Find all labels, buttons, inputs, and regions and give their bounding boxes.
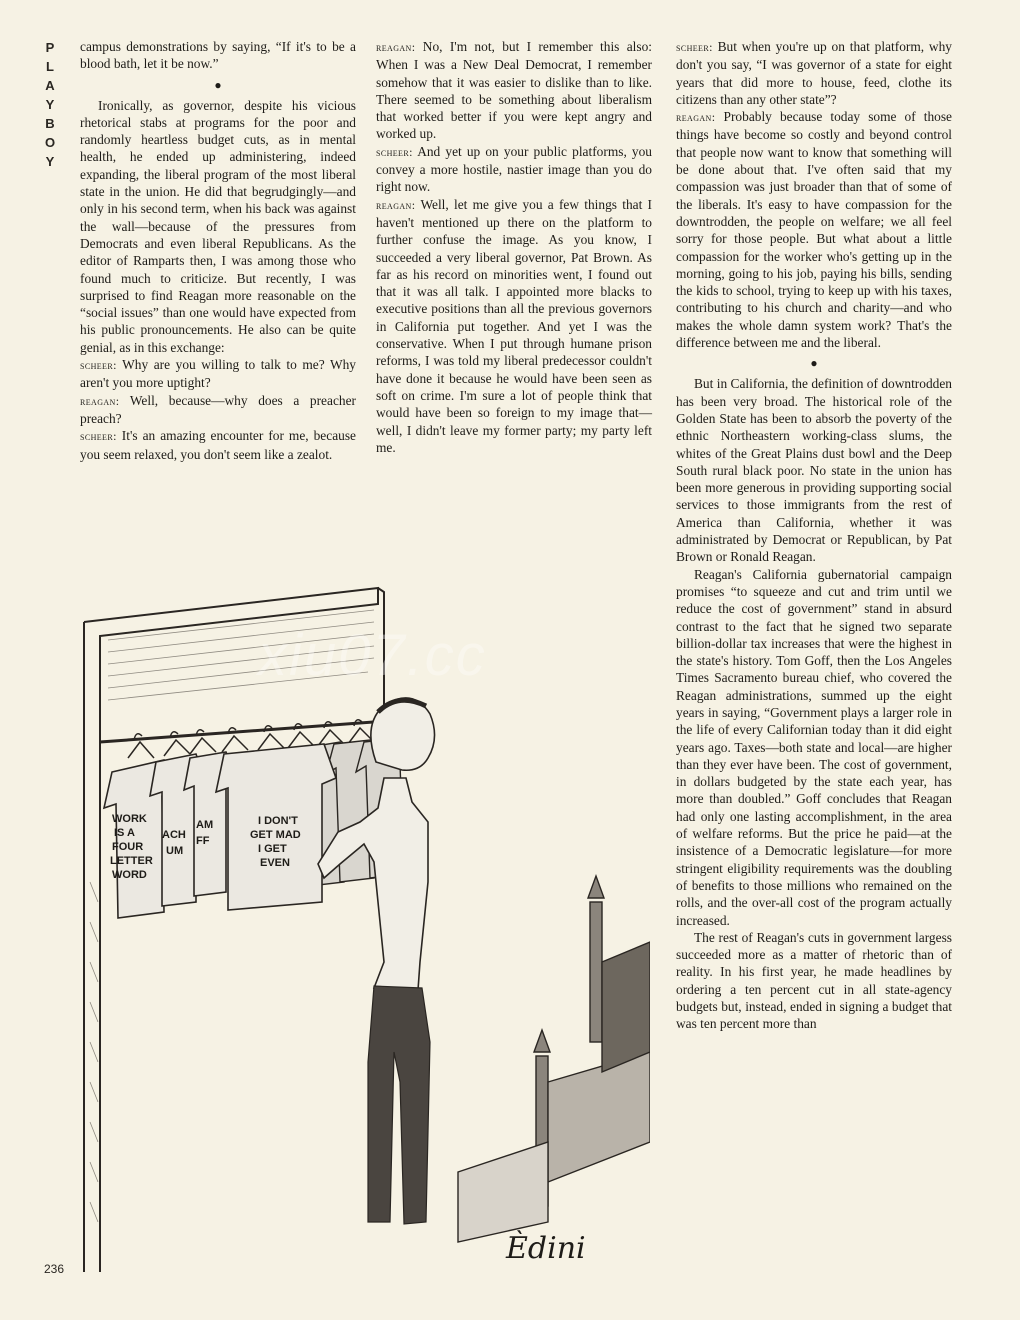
speaker-text: But when you're up on that platform, why don't you say, “I was governor of a state for eight years that did more to house, feed, clothe its citizens than any other state”? — [676, 39, 952, 107]
interview-exchange — [80, 356, 356, 392]
shirt-4-line-3: I GET — [258, 843, 287, 855]
interview-exchange — [376, 196, 652, 456]
interview-exchange — [80, 427, 356, 463]
shirt-4-line-4: EVEN — [260, 857, 290, 869]
speaker-label: reagan: — [676, 110, 716, 125]
speaker-label: reagan: — [376, 40, 416, 54]
masthead-letter: Y — [45, 154, 55, 169]
speaker-text: No, I'm not, but I remember this also: When I was a New Deal Democrat, I remember somehow that it was easier to dislike than to like. There seemed to be something about liberalism that worked better if you were kept angry and worked up. — [376, 39, 652, 142]
shirt-3-line-1: AM — [196, 819, 214, 831]
column-2 — [376, 38, 652, 456]
speaker-text: Well, because—why does a preacher preach? — [80, 392, 356, 426]
masthead-letter: B — [45, 116, 55, 131]
speaker-text: Probably because today some of those things have become so costly and beyond control that people now want to know that something will be done about that. I've often said that my compassion was just broader than that of some of the liberals. It's easy to have compassion for the downtrodden, the people on welfare; we all feel sorry for those people. But what about a little compassion for the worker who's getting up in the morning, going to his job, paying his bills, sending the kids to school, trying to keep up with his taxes, contributing to his church and charity—and who makes the whole damn system work? That's the difference between me and the liberal. — [676, 109, 952, 351]
section-break-dot: ● — [214, 77, 222, 92]
interview-exchange — [80, 392, 356, 428]
masthead-vertical — [42, 38, 58, 171]
interview-exchange — [376, 143, 652, 196]
shirt-2-line-2: UM — [166, 845, 184, 857]
speaker-text: And yet up on your public platforms, you convey a more hostile, nastier image than you do right now. — [376, 143, 652, 195]
shirt-1-line-1: WORK — [112, 813, 147, 825]
body-paragraph: Ironically, as governor, despite his vicious rhetorical stabs at programs for the poor and randomly heartless budget cuts, as in mental health, he ended up administering, indeed expanding, the liberal program of the most liberal state in the union. He did that begrudgingly—and only in his second term, when his back was against the wall—because of the pressures from Democrats and even liberal Republicans. As the editor of Ramparts then, I was among those who found much to criticize. But recently, I was surprised to find Reagan more reasonable on the “social issues” than one would have expected from his public pronouncements. He also can be quite genial, as in this exchange: — [80, 97, 356, 355]
masthead-letter: L — [46, 59, 54, 74]
column-3 — [676, 38, 952, 1033]
man-figure — [318, 698, 435, 990]
body-paragraph: The rest of Reagan's cuts in government largess succeeded more as a matter of rhetoric than of reality. In his first year, he made headlines by ordering a ten percent cut in all state-agency budgets but, instead, ended in signing a budget that was ten percent more than — [676, 929, 952, 1032]
column-1 — [80, 38, 356, 463]
shirt-1-line-5: WORD — [112, 869, 147, 881]
watermark: xiu07.cc — [258, 623, 487, 688]
masthead-letter: P — [45, 40, 55, 55]
body-paragraph: But in California, the definition of downtrodden has been very broad. The historical role of the Golden State has been to absorb the poverty of the ethnic Northeastern working-class slums, the whites of the Great Plains dust bowl and the Deep South rural black poor. No state in the union has been more generous in providing supporting social services to those immigrants from the rest of America than California, whether it was administrated by Democrat or Republican, by Pat Brown or Ronald Reagan. — [676, 376, 952, 565]
speaker-label: reagan: — [376, 197, 416, 212]
masthead-letter: O — [44, 135, 56, 150]
man-trousers — [368, 986, 430, 1224]
shirt-2-line-1: ACH — [162, 829, 186, 841]
speaker-label: scheer: — [676, 40, 713, 54]
shirt-1-line-4: LETTER — [110, 855, 153, 867]
page-number: 236 — [44, 1262, 65, 1276]
interview-exchange — [376, 38, 652, 143]
speaker-label: reagan: — [80, 393, 120, 408]
section-break-dot: ● — [810, 356, 818, 371]
speaker-label: scheer: — [376, 144, 413, 159]
speaker-label: scheer: — [80, 429, 117, 444]
interview-exchange — [676, 108, 952, 351]
shirt-3-line-2: FF — [196, 835, 210, 847]
speaker-text: Why are you willing to talk to me? Why aren't you more uptight? — [80, 357, 356, 391]
speaker-text: Well, let me give you a few things that I haven't mentioned up there on the platform to further confuse the image. As you know, I succeeded a very liberal governor, Pat Brown. As far as his record on minorities went, I found out that it was all talk. I appointed more blacks to executive positions than all the previous governors in California put together. And yet I was the conservative. When I put through humane prison reforms, I was told my liberal predecessor couldn't have done it because he would have been seen as soft on crime. I'm sure a lot of people think that would have been so foreign to my image that—well, I didn't leave my former party; my party left me. — [376, 196, 652, 455]
shirt-1-line-2: IS A — [114, 827, 135, 839]
shirt-1-line-3: FOUR — [112, 841, 144, 853]
interview-exchange — [676, 38, 952, 108]
bed — [458, 876, 650, 1242]
artist-signature: Ѐdini — [506, 1231, 586, 1266]
speaker-text: It's an amazing encounter for me, because you seem relaxed, you don't seem like a zealot. — [80, 428, 356, 462]
speaker-label: scheer: — [80, 358, 117, 373]
shirt-4 — [216, 744, 336, 910]
shirt-4-line-2: GET MAD — [250, 829, 301, 841]
shirt-4-line-1: I DON'T — [258, 815, 298, 827]
masthead-letter: A — [45, 78, 55, 93]
body-paragraph: Reagan's California gubernatorial campaign promises “to squeeze and cut and trim until we reduce the cost of government” stand in absurd contrast to the fact that he signed two separate billion-dollar tax increases that were the highest in the state's history. Tom Goff, then the Los Angeles Times Sacramento bureau chief, who covered the Reagan administrations, summed up the eight years in saying, “Government plays a larger role in the life of every Californian today than it did eight years ago. Taxes—both state and local—are higher than they ever have been. The cost of government, in dollars budgeted by the state each year, has more than doubled.” Goff concludes that Reagan had only one lasting accomplishment, in the area of welfare reforms. But the price he paid—at the insistence of a Democratic legislature—for more stringent eligibility requirements was the doubling of benefits to those millions who remained on the rolls, and the over-all cost of the program actually increased. — [676, 566, 952, 928]
body-paragraph: campus demonstrations by saying, “If it's to be a blood bath, let it be now.” — [80, 39, 356, 72]
masthead-letter: Y — [45, 97, 55, 112]
closet-frame — [84, 588, 378, 1272]
